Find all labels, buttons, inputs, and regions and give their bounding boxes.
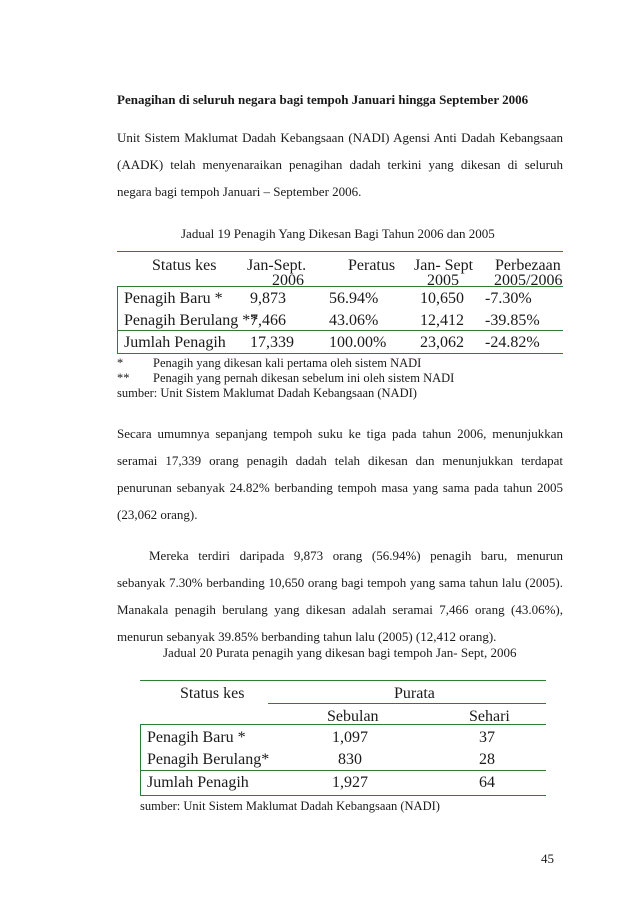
table19-source: sumber: Unit Sistem Maklumat Dadah Kebangsaan (NADI)	[117, 386, 417, 400]
table20-source: sumber: Unit Sistem Maklumat Dadah Kebangsaan (NADI)	[140, 799, 440, 813]
table19-header-2005-line1: Jan- Sept	[414, 257, 474, 274]
table19-header-status: Status kes	[152, 257, 217, 274]
table20-header-sebulan: Sebulan	[327, 708, 379, 725]
table20-left-border	[140, 724, 141, 795]
table20-row1-sehari: 37	[479, 729, 495, 746]
table19-row2-2005: 12,412	[420, 312, 464, 329]
table19-total-rule	[117, 330, 563, 331]
table20-row3-sebulan: 1,927	[332, 774, 368, 791]
table19-row2-perbezaan: -39.85%	[485, 312, 540, 329]
table19-row1-perbezaan: -7.30%	[485, 290, 532, 307]
table19-row3-perbezaan: -24.82%	[485, 334, 540, 351]
table19-row3-2005: 23,062	[420, 334, 464, 351]
table19-row1-peratus: 56.94%	[329, 290, 379, 307]
table20-bottom-rule	[140, 795, 546, 796]
table19-note2-text: Penagih yang pernah dikesan sebelum ini oleh sistem NADI	[153, 371, 455, 385]
table19-header-perbezaan-line1: Perbezaan	[495, 257, 561, 274]
table19-row1-2006: 9,873	[250, 290, 286, 307]
table20-header-rule	[140, 724, 546, 725]
table19-header-2006-line2: 2006	[272, 272, 304, 289]
table19-header-perbezaan-line2: 2005/2006	[494, 272, 563, 289]
page-number: 45	[541, 851, 554, 866]
table19-header-2006-line1: Jan-Sept.	[247, 257, 307, 274]
section-heading: Penagihan di seluruh negara bagi tempoh Januari hingga September 2006	[117, 92, 529, 107]
table19-bottom-rule	[117, 353, 563, 354]
table19-row1-2005: 10,650	[420, 290, 464, 307]
table19-row1-status: Penagih Baru *	[124, 290, 223, 307]
table20-caption: Jadual 20 Purata penagih yang dikesan bagi tempoh Jan- Sept, 2006	[163, 645, 517, 660]
table19-note1-mark: *	[117, 356, 124, 370]
table19-caption: Jadual 19 Penagih Yang Dikesan Bagi Tahun 2006 dan 2005	[181, 226, 495, 241]
table19-header-peratus: Peratus	[348, 257, 396, 274]
table20-header-sehari: Sehari	[469, 708, 510, 725]
table19-row2-2006: 7,466	[250, 312, 286, 329]
table19-row2-peratus: 43.06%	[329, 312, 379, 329]
table20-row3-sehari: 64	[479, 774, 495, 791]
paragraph-summary: Secara umumnya sepanjang tempoh suku ke tiga pada tahun 2006, menunjukkan seramai 17,339 orang penagih dadah telah dikesan dan menunjukkan terdapat penurunan sebanyak 24.82% berbanding tempoh masa yang sama pada tahun 2005 (23,062 orang).	[117, 426, 563, 522]
table20-header-purata: Purata	[394, 685, 435, 702]
table20-header-status: Status kes	[180, 685, 245, 702]
paragraph-details: Mereka terdiri daripada 9,873 orang (56.94%) penagih baru, menurun sebanyak 7.30% berbanding 10,650 orang bagi tempoh yang sama tahun lalu (2005). Manakala penagih berulang yang dikesan adalah seramai 7,466 orang (43.06%), menurun sebanyak 39.85% berbanding tahun lalu (2005) (12,412 orang).	[117, 548, 563, 644]
table19-row3-peratus: 100.00%	[329, 334, 387, 351]
table20-total-rule	[140, 770, 546, 771]
table20-purata-rule	[268, 703, 546, 704]
table20-row3-status: Jumlah Penagih	[147, 774, 249, 791]
table20-row1-status: Penagih Baru *	[147, 729, 246, 746]
table19-header-2005-line2: 2005	[427, 272, 459, 289]
table20-row1-sebulan: 1,097	[332, 729, 368, 746]
table19-left-border	[117, 286, 118, 354]
paragraph-intro: Unit Sistem Maklumat Dadah Kebangsaan (NADI) Agensi Anti Dadah Kebangsaan (AADK) telah menyenaraikan penagihan dadah terkini yang dikesan di seluruh negara bagi tempoh Januari – September 2006.	[117, 130, 563, 199]
table19-row2-status: Penagih Berulang **	[124, 312, 259, 329]
table19-header-rule	[117, 286, 563, 287]
table20-top-rule	[140, 680, 546, 681]
table20-row2-sehari: 28	[479, 751, 495, 768]
table19-row3-status: Jumlah Penagih	[124, 334, 226, 351]
table19-top-rule	[117, 251, 563, 252]
table20-row2-sebulan: 830	[338, 751, 362, 768]
table20-row2-status: Penagih Berulang*	[147, 751, 270, 768]
table19-note2-mark: **	[117, 371, 130, 385]
table19-row3-2006: 17,339	[250, 334, 294, 351]
table19-note1-text: Penagih yang dikesan kali pertama oleh sistem NADI	[153, 356, 422, 370]
